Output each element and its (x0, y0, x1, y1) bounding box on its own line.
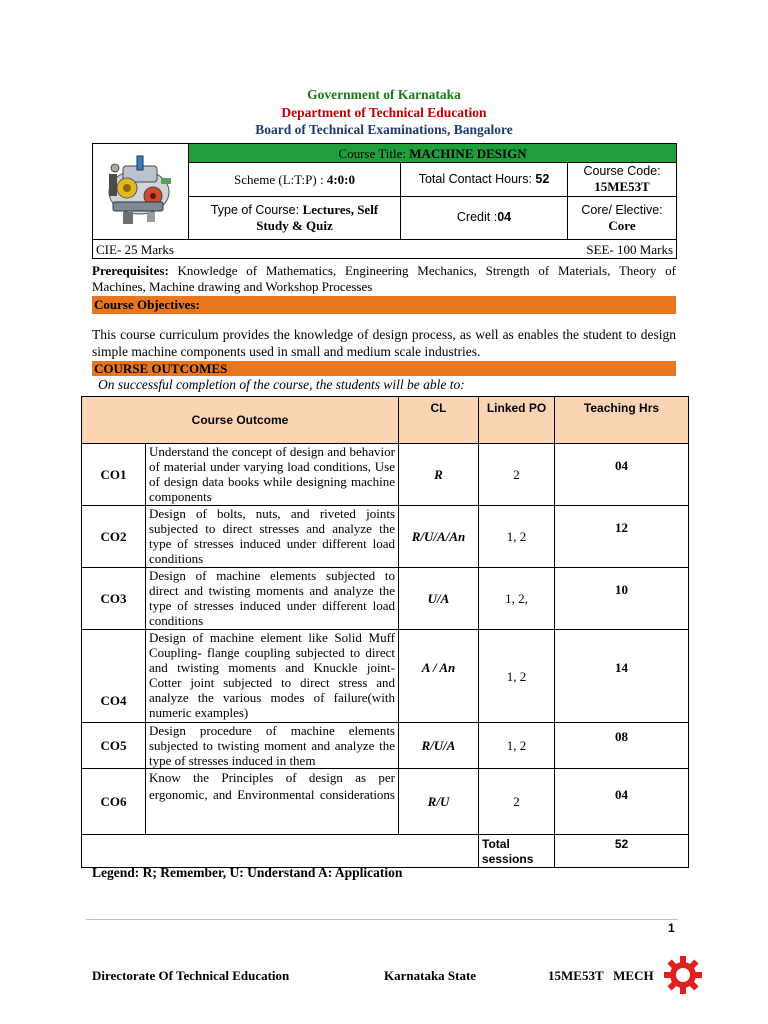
course-outcomes-heading: COURSE OUTCOMES (92, 361, 676, 376)
co-teaching-hrs: 04 (555, 444, 689, 506)
co-description: Design of machine elements subjected to direct and twisting moments and analyze the type of stresses induced under different load conditions (146, 568, 399, 630)
header-linked-po: Linked PO (479, 397, 555, 444)
legend: Legend: R; Remember, U: Understand A: Application (92, 865, 403, 880)
co-linked-po: 1, 2 (479, 506, 555, 568)
prerequisites-text: Knowledge of Mathematics, Engineering Mechanics, Strength of Materials, Theory of Machines, Machine drawing and Workshop Processes (92, 263, 676, 294)
co-id: CO1 (82, 444, 146, 506)
credit-label: Credit : (456, 210, 498, 225)
course-title: MACHINE DESIGN (409, 145, 527, 161)
header-government: Government of Karnataka (307, 87, 461, 102)
co-description: Know the Principles of design as per ergonomic, and Environmental considerations (146, 769, 399, 835)
type-label: Type of Course: (210, 203, 303, 218)
course-title-cell (189, 144, 677, 163)
type-value-line2: Study & Quiz (256, 218, 333, 234)
course-outcomes-intro: On successful completion of the course, the students will be able to: (98, 377, 465, 392)
table-row (82, 444, 689, 506)
co-cl: R/U/A (399, 723, 479, 769)
header-course-outcome: Course Outcome (82, 397, 399, 444)
scheme-cell (189, 163, 401, 196)
co-description: Understand the concept of design and behavior of material under varying load conditions, Use of design data books while designing machine components (146, 444, 399, 506)
co-linked-po: 2 (479, 444, 555, 506)
total-sessions-label: Total sessions (479, 835, 555, 868)
footer-divider (86, 919, 678, 920)
course-code-label: Course Code: (583, 164, 661, 179)
prerequisites-label: Prerequisites: (92, 263, 169, 278)
footer-directorate: Directorate Of Technical Education (92, 968, 290, 983)
co-id: CO5 (82, 723, 146, 769)
see-marks: SEE- 100 Marks (586, 241, 674, 257)
co-linked-po: 1, 2 (479, 723, 555, 769)
header-cl: CL (399, 397, 479, 444)
co-linked-po: 2 (479, 769, 555, 835)
course-objectives-heading: Course Objectives: (92, 296, 676, 314)
co-description: Design of bolts, nuts, and riveted joints subjected to direct stresses and analyze the type of stresses induced under different load conditions (146, 506, 399, 568)
course-objectives-text: This course curriculum provides the knowledge of design process, as well as enables the student to design simple machine components used in small and medium scale industries. (92, 327, 676, 359)
course-info-table (92, 143, 677, 259)
marks-cell (93, 240, 677, 259)
course-code-value: 15ME53T (594, 179, 650, 195)
scheme-label: Scheme (L:T:P) : (233, 171, 327, 187)
scheme-value: 4:0:0 (326, 171, 356, 187)
co-linked-po: 1, 2 (479, 630, 555, 723)
total-row (82, 835, 689, 868)
prerequisites (92, 263, 676, 295)
contact-hours-label: Total Contact Hours: (418, 171, 536, 186)
header-teaching-hrs: Teaching Hrs (555, 397, 689, 444)
co-linked-po: 1, 2, (479, 568, 555, 630)
co-id: CO2 (82, 506, 146, 568)
co-teaching-hrs: 12 (555, 506, 689, 568)
machine-assembly-image (93, 144, 187, 236)
gear-icon (663, 955, 703, 995)
co-cl: R/U (399, 769, 479, 835)
table-row (82, 568, 689, 630)
course-image-cell (93, 144, 189, 240)
co-teaching-hrs: 08 (555, 723, 689, 769)
co-id: CO3 (82, 568, 146, 630)
core-elective-label: Core/ Elective: (581, 202, 663, 217)
header-department: Department of Technical Education (281, 105, 487, 120)
course-outcomes-table (81, 396, 689, 868)
core-elective-cell (568, 196, 677, 239)
cie-marks: CIE- 25 Marks (96, 241, 174, 257)
course-title-label: Course Title: (338, 145, 410, 161)
table-row (82, 630, 689, 723)
co-cl: R/U/A/An (399, 506, 479, 568)
header-board: Board of Technical Examinations, Bangalore (255, 122, 513, 137)
table-row (82, 506, 689, 568)
core-elective-value: Core (608, 217, 636, 233)
co-teaching-hrs: 04 (555, 769, 689, 835)
contact-hours-value: 52 (535, 171, 550, 186)
co-cl: A / An (399, 630, 479, 723)
co-cl: R (399, 444, 479, 506)
credit-value: 04 (497, 210, 512, 225)
co-teaching-hrs: 10 (555, 568, 689, 630)
type-value-line1: Lectures, Self (302, 202, 379, 218)
outcomes-header-row (82, 397, 689, 444)
footer-course-code: 15ME53T MECH (548, 968, 654, 983)
page-number: 1 (668, 921, 675, 935)
course-code-cell (568, 163, 677, 196)
co-cl: U/A (399, 568, 479, 630)
total-sessions-value: 52 (555, 835, 689, 868)
co-id: CO6 (82, 769, 146, 835)
co-id: CO4 (82, 630, 146, 723)
table-row (82, 723, 689, 769)
contact-hours-cell (401, 163, 568, 196)
co-description: Design of machine element like Solid Muff Coupling- flange coupling subjected to direct and twisting moments and Knuckle joint-Cotter joint subjected to direct stress and analyze the various modes of failure(with numeric examples) (146, 630, 399, 723)
co-teaching-hrs: 14 (555, 630, 689, 723)
type-of-course-cell (189, 196, 401, 239)
table-row (82, 769, 689, 835)
co-description: Design procedure of machine elements subjected to twisting moment and analyze the type of stresses induced in them (146, 723, 399, 769)
footer-state: Karnataka State (384, 968, 477, 983)
credit-cell (401, 196, 568, 239)
